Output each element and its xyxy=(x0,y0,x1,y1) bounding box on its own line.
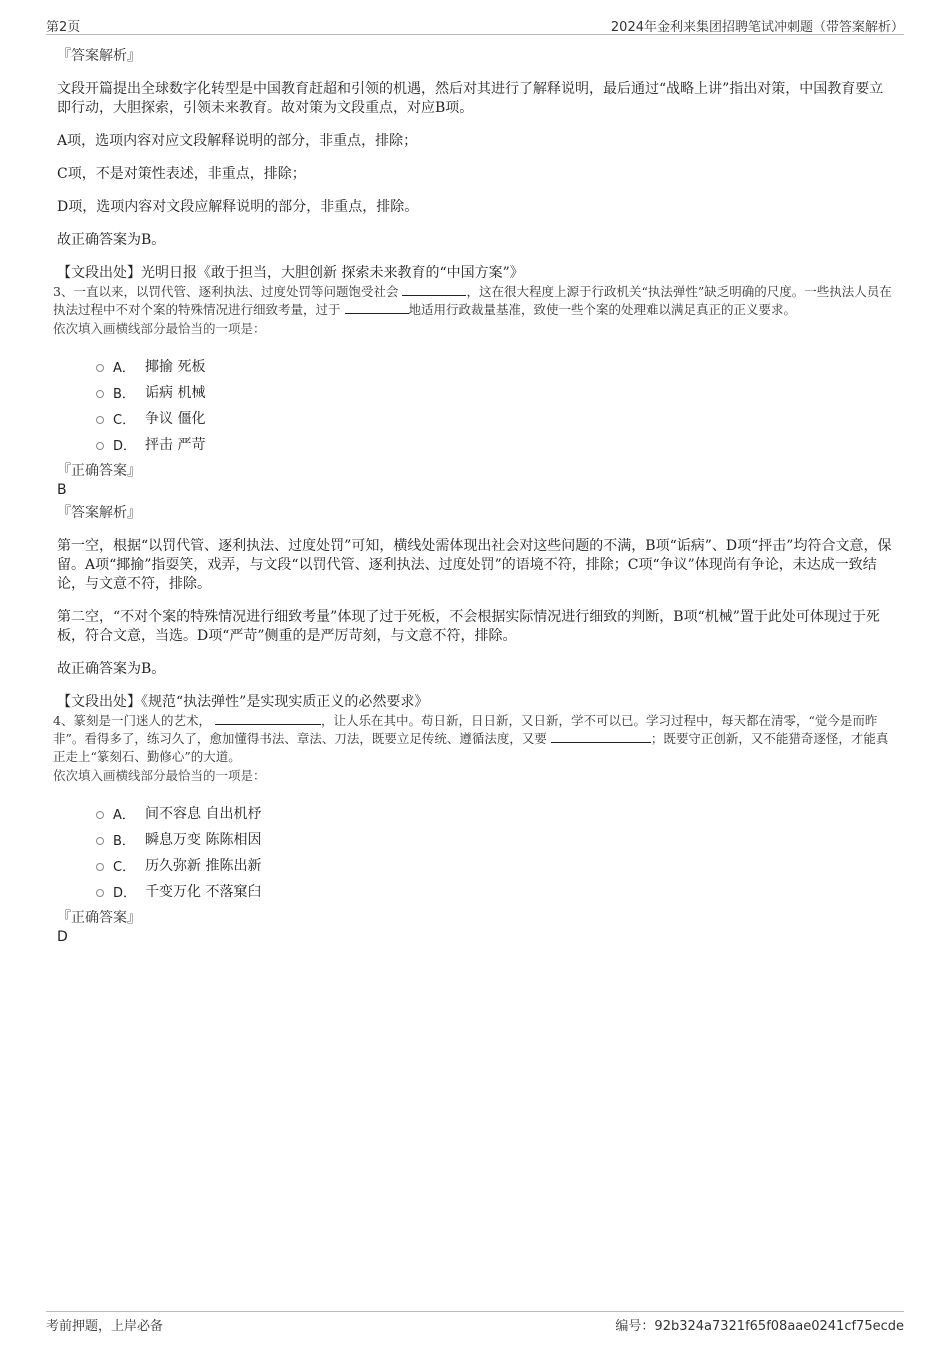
option-c[interactable]: C． 争议 僵化 xyxy=(96,405,895,431)
answer-tag: 『正确答案』 xyxy=(57,463,141,479)
analysis-paragraph: 第二空，“不对个案的特殊情况进行细致考量”体现了过于死板，不会根据实际情况进行细致的判断，B项“机械”置于此处可体现过于死板，符合文意，当选。D项“严苛”侧重的是严厉苛刻，与文意不符，排除。 xyxy=(57,609,880,644)
option-c[interactable]: C． 历久弥新 推陈出新 xyxy=(96,852,895,878)
analysis-conclusion: 故正确答案为B。 xyxy=(57,661,166,677)
fill-blank xyxy=(402,283,466,296)
option-b[interactable]: B． 诟病 机械 xyxy=(96,379,895,405)
analysis-paragraph: A项，选项内容对应文段解释说明的部分，非重点，排除； xyxy=(57,133,418,149)
analysis-tag: 『答案解析』 xyxy=(57,505,141,521)
radio-icon[interactable] xyxy=(96,442,104,450)
radio-icon[interactable] xyxy=(96,811,104,819)
radio-icon[interactable] xyxy=(96,364,104,372)
fill-blank xyxy=(345,301,409,314)
page-number: 第2页 xyxy=(46,20,81,35)
option-list xyxy=(96,353,895,457)
radio-icon[interactable] xyxy=(96,889,104,897)
analysis-paragraph: 第一空，根据“以罚代管、逐利执法、过度处罚”可知，横线处需体现出社会对这些问题的不满，B项“诟病”、D项“抨击”均符合文意，保留。A项“揶揄”指耍笑，戏弄，与文段“以罚代管、逐利执法、过度处罚”的语境不符，排除；C项“争议”体现尚有争论，未达成一致结论，与文意不符，排除。 xyxy=(57,538,892,592)
correct-answer: D xyxy=(57,929,68,945)
radio-icon[interactable] xyxy=(96,837,104,845)
document-code: 编号：92b324a7321f65f08aae0241cf75ecde xyxy=(615,1319,904,1334)
fill-blank xyxy=(215,712,321,725)
correct-answer: B xyxy=(57,482,67,498)
analysis-paragraph: 文段开篇提出全球数字化转型是中国教育赶超和引领的机遇，然后对其进行了解释说明，最后通过“战略上讲”指出对策，中国教育要立即行动，大胆探索，引领未来教育。故对策为文段重点，对应B项。 xyxy=(57,81,884,116)
page-content xyxy=(53,46,895,946)
fill-blank xyxy=(551,730,651,743)
answer-tag: 『正确答案』 xyxy=(57,910,141,926)
option-d[interactable]: D． 抨击 严苛 xyxy=(96,431,895,457)
analysis-paragraph: C项，不是对策性表述，非重点，排除； xyxy=(57,166,306,182)
document-title: 2024年金利来集团招聘笔试冲刺题（带答案解析） xyxy=(610,20,904,35)
option-d[interactable]: D． 千变万化 不落窠臼 xyxy=(96,878,895,904)
page-header xyxy=(46,14,904,35)
analysis-conclusion: 故正确答案为B。 xyxy=(57,232,166,248)
question-prompt: 依次填入画横线部分最恰当的一项是： xyxy=(53,768,266,783)
analysis-paragraph: D项，选项内容对文段应解释说明的部分，非重点，排除。 xyxy=(57,199,419,215)
question-stem: 3、一直以来，以罚代管、逐利执法、过度处罚等问题饱受社会 ，这在很大程度上源于行政机关“执法弹性”缺乏明确的尺度。一些执法人员在执法过程中不对个案的特殊情况进行细致考量，过于 地适用行政裁量基准，致使一些个案的处理难以满足真正的正义要求。 xyxy=(53,284,892,317)
question-prompt: 依次填入画横线部分最恰当的一项是： xyxy=(53,321,266,336)
option-a[interactable]: A． 揶揄 死板 xyxy=(96,353,895,379)
footer-slogan: 考前押题，上岸必备 xyxy=(46,1319,164,1334)
radio-icon[interactable] xyxy=(96,416,104,424)
question-stem: 4、篆刻是一门迷人的艺术， ，让人乐在其中。苟日新，日日新，又日新，学不可以已。学习过程中，每天都在清零，“觉今是而昨非”。看得多了，练习久了，愈加懂得书法、章法、刀法，既要立足传统、遵循法度，又要 ；既要守正创新，又不能猎奇逐怪，才能真正走上“篆刻石、勤修心”的大道。 xyxy=(53,713,889,764)
source-citation: 【文段出处】光明日报《敢于担当，大胆创新 探索未来教育的“中国方案”》 xyxy=(57,265,524,281)
option-a[interactable]: A． 间不容息 自出机杼 xyxy=(96,800,895,826)
source-citation: 【文段出处】《规范“执法弹性”是实现实质正义的必然要求》 xyxy=(57,694,429,710)
radio-icon[interactable] xyxy=(96,390,104,398)
option-b[interactable]: B． 瞬息万变 陈陈相因 xyxy=(96,826,895,852)
page-footer xyxy=(46,1311,904,1334)
option-list xyxy=(96,800,895,904)
radio-icon[interactable] xyxy=(96,863,104,871)
analysis-tag: 『答案解析』 xyxy=(57,48,141,64)
